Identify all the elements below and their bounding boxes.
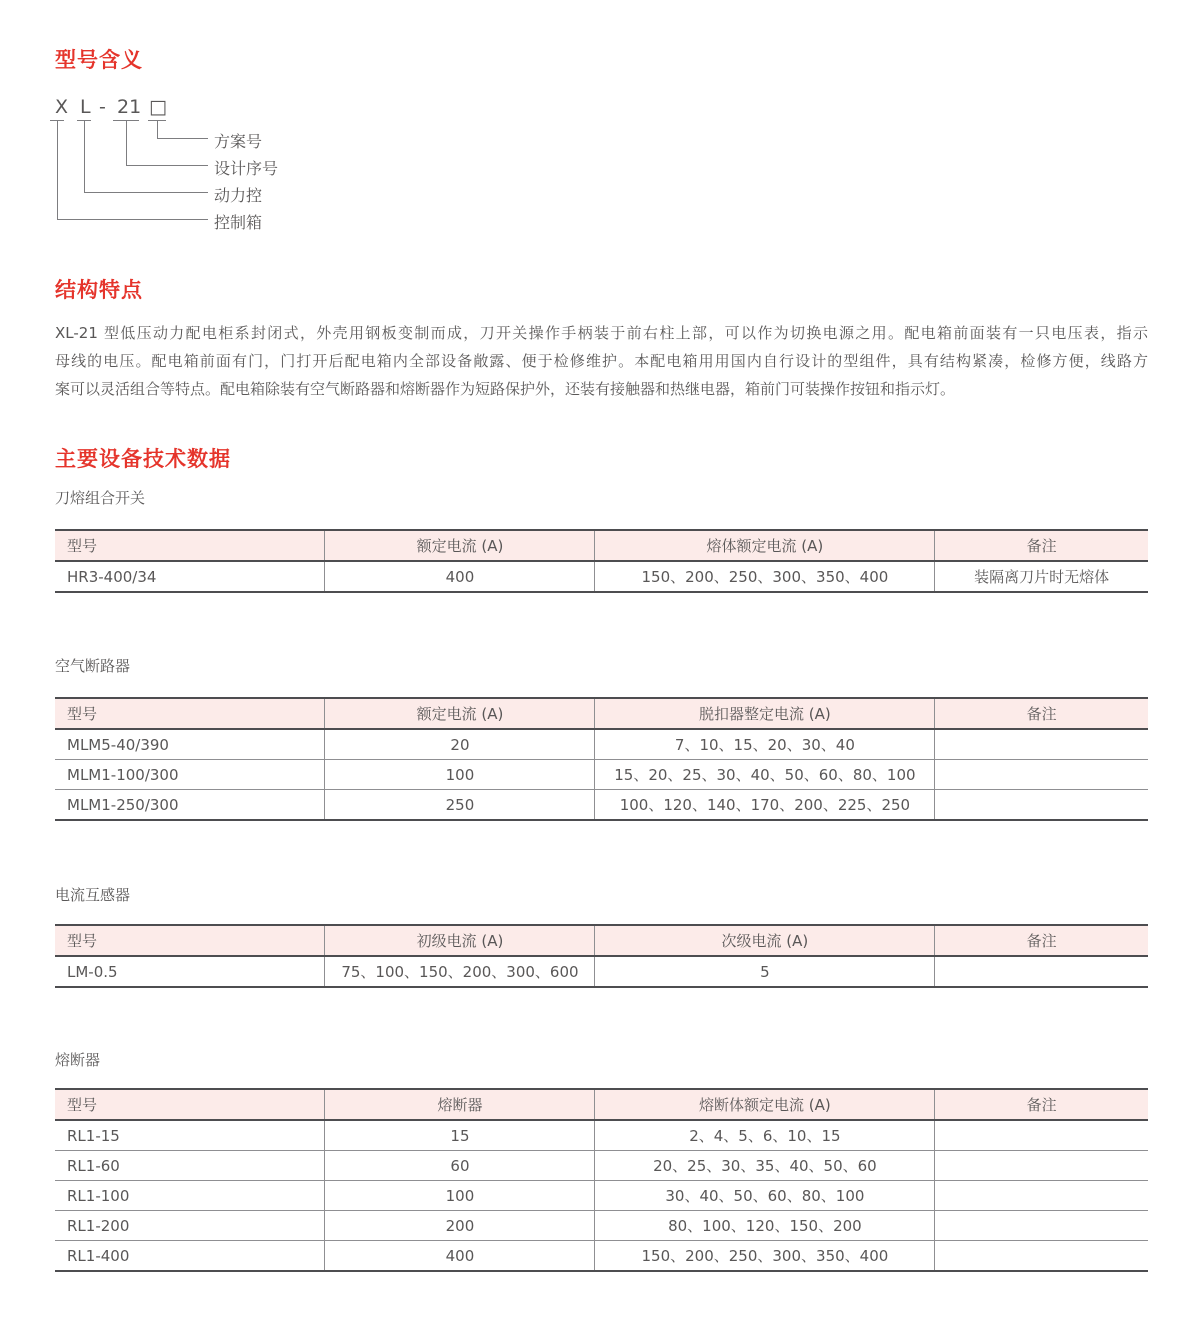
table-cell: 装隔离刀片时无熔体	[935, 561, 1148, 592]
table-row	[55, 1211, 1148, 1241]
model-code-part-dash: -	[99, 96, 106, 118]
table-cell	[935, 1151, 1148, 1181]
table-cell	[935, 956, 1148, 987]
table-cell	[935, 1211, 1148, 1241]
structure-paragraph-line: XL-21 型低压动力配电柜系封闭式，外壳用钢板变制而成，刀开关操作手柄装于前右柱上部，可以作为切换电源之用。配电箱前面装有一只电压表，指示	[55, 324, 1148, 342]
table-cell: RL1-60	[55, 1151, 325, 1181]
diagram-hline-x	[57, 219, 208, 220]
column-header: 型号	[55, 1089, 325, 1120]
table-header-row	[55, 530, 1148, 561]
structure-paragraph	[55, 319, 1148, 403]
table-cell: 75、100、150、200、300、600	[325, 956, 595, 987]
heading-model-meaning: 型号含义	[55, 48, 143, 72]
diagram-label-control-box: 控制箱	[214, 213, 263, 232]
table-cell: 15	[325, 1120, 595, 1151]
column-header: 额定电流 (A)	[325, 530, 595, 561]
diagram-label-power-ctrl: 动力控	[214, 186, 263, 205]
table-cell: MLM1-250/300	[55, 790, 325, 821]
table-row	[55, 729, 1148, 760]
table-cell: 7、10、15、20、30、40	[595, 729, 935, 760]
table-cell: 400	[325, 1241, 595, 1272]
table-cell: RL1-15	[55, 1120, 325, 1151]
table-row	[55, 1181, 1148, 1211]
column-header: 熔断器	[325, 1089, 595, 1120]
table-cell: HR3-400/34	[55, 561, 325, 592]
table-cell: 200	[325, 1211, 595, 1241]
diagram-vline-l	[84, 121, 85, 192]
table-caption-current-transformer: 电流互感器	[55, 886, 131, 904]
column-header: 备注	[935, 1089, 1148, 1120]
table-row	[55, 760, 1148, 790]
diagram-label-design-seq: 设计序号	[214, 159, 279, 178]
table-cell	[935, 1181, 1148, 1211]
table-cell: 20	[325, 729, 595, 760]
table-cell: 100、120、140、170、200、225、250	[595, 790, 935, 821]
table-cell: 150、200、250、300、350、400	[595, 1241, 935, 1272]
column-header: 型号	[55, 530, 325, 561]
table-knife-fuse-switch	[55, 529, 1148, 593]
table-row	[55, 1241, 1148, 1272]
table-cell: 100	[325, 760, 595, 790]
column-header: 次级电流 (A)	[595, 925, 935, 956]
table-row	[55, 561, 1148, 592]
table-cell: 2、4、5、6、10、15	[595, 1120, 935, 1151]
table-cell	[935, 1120, 1148, 1151]
table-cell: RL1-100	[55, 1181, 325, 1211]
table-cell: LM-0.5	[55, 956, 325, 987]
diagram-hline-box	[157, 138, 208, 139]
column-header: 型号	[55, 698, 325, 729]
diagram-vline-21	[126, 121, 127, 165]
diagram-label-scheme-no: 方案号	[214, 132, 263, 151]
table-header-row	[55, 1089, 1148, 1120]
table-cell: 250	[325, 790, 595, 821]
table-cell: 5	[595, 956, 935, 987]
table-cell: 60	[325, 1151, 595, 1181]
table-fuse	[55, 1088, 1148, 1272]
table-cell: 80、100、120、150、200	[595, 1211, 935, 1241]
table-cell	[935, 729, 1148, 760]
table-air-breaker	[55, 697, 1148, 821]
table-caption-knife-fuse-switch: 刀熔组合开关	[55, 489, 146, 507]
table-cell: MLM1-100/300	[55, 760, 325, 790]
table-cell	[935, 790, 1148, 821]
table-cell: 30、40、50、60、80、100	[595, 1181, 935, 1211]
table-caption-fuse: 熔断器	[55, 1051, 101, 1069]
table-cell	[935, 760, 1148, 790]
column-header: 备注	[935, 530, 1148, 561]
table-cell: RL1-200	[55, 1211, 325, 1241]
model-code-part-21: 21	[117, 96, 142, 118]
heading-tech-data: 主要设备技术数据	[55, 447, 231, 471]
model-code-part-l: L	[80, 96, 91, 118]
table-row	[55, 790, 1148, 821]
column-header: 熔断体额定电流 (A)	[595, 1089, 935, 1120]
table-row	[55, 956, 1148, 987]
table-cell: RL1-400	[55, 1241, 325, 1272]
structure-paragraph-line: 母线的电压。配电箱前面有门，门打开后配电箱内全部设备敞露、便于检修维护。本配电箱用用国内自行设计的型组件，具有结构紧凑，检修方便，线路方	[55, 352, 1148, 370]
table-caption-air-breaker: 空气断路器	[55, 657, 131, 675]
table-cell: 150、200、250、300、350、400	[595, 561, 935, 592]
model-code-part-x: X	[55, 96, 69, 118]
diagram-vline-box	[157, 121, 158, 138]
diagram-hline-21	[126, 165, 208, 166]
diagram-vline-x	[57, 121, 58, 219]
table-current-transformer	[55, 924, 1148, 988]
table-header-row	[55, 925, 1148, 956]
column-header: 熔体额定电流 (A)	[595, 530, 935, 561]
table-cell: MLM5-40/390	[55, 729, 325, 760]
column-header: 额定电流 (A)	[325, 698, 595, 729]
table-cell: 20、25、30、35、40、50、60	[595, 1151, 935, 1181]
table-cell	[935, 1241, 1148, 1272]
column-header: 备注	[935, 698, 1148, 729]
table-cell: 15、20、25、30、40、50、60、80、100	[595, 760, 935, 790]
heading-structure-features: 结构特点	[55, 278, 143, 302]
structure-paragraph-line: 案可以灵活组合等特点。配电箱除装有空气断路器和熔断器作为短路保护外，还装有接触器和热继电器，箱前门可装操作按钮和指示灯。	[55, 380, 956, 398]
table-header-row	[55, 698, 1148, 729]
table-row	[55, 1120, 1148, 1151]
column-header: 初级电流 (A)	[325, 925, 595, 956]
column-header: 型号	[55, 925, 325, 956]
table-cell: 100	[325, 1181, 595, 1211]
table-cell: 400	[325, 561, 595, 592]
table-row	[55, 1151, 1148, 1181]
diagram-hline-l	[84, 192, 208, 193]
column-header: 备注	[935, 925, 1148, 956]
model-code-placeholder-box: □	[149, 96, 167, 118]
column-header: 脱扣器整定电流 (A)	[595, 698, 935, 729]
